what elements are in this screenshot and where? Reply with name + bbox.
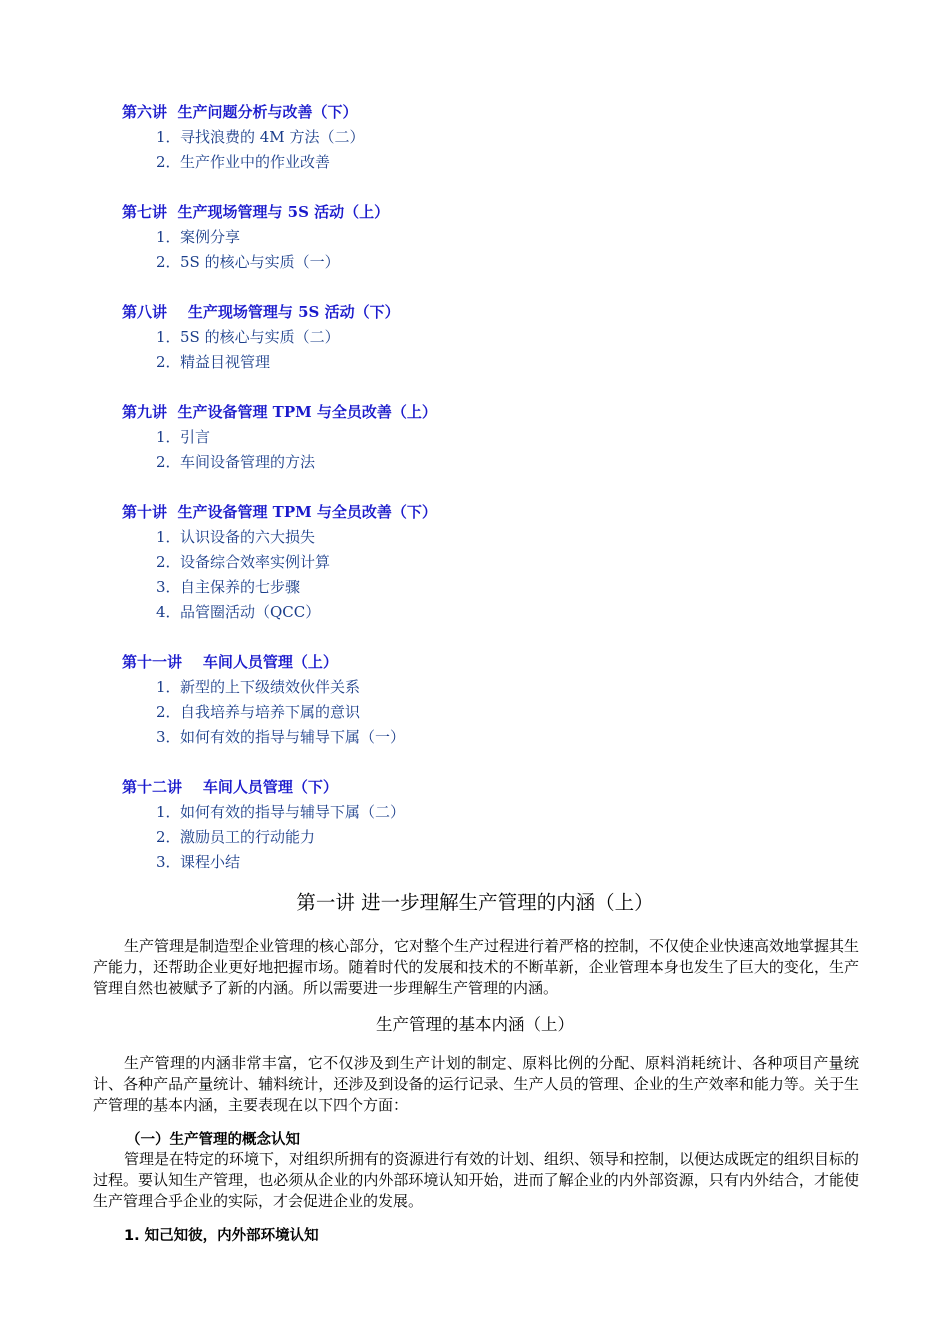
- toc-item: [122, 125, 842, 150]
- toc-item-number: 1．: [156, 128, 181, 146]
- toc-item-text: 如何有效的指导与辅导下属（二）: [180, 803, 406, 821]
- toc-item-number: 2．: [156, 703, 181, 721]
- toc-lecture-title: 第六讲 生产问题分析与改善（下）: [122, 103, 358, 121]
- toc-item-text: 设备综合效率实例计算: [180, 553, 331, 571]
- concept-paragraph: 管理是在特定的环境下，对组织所拥有的资源进行有效的计划、组织、领导和控制，以便达成既定的组织目标的过程。要认知生产管理，也必须从企业的内外部环境认知开始，进而了解企业的内外部资源，只有内外结合，才能使生产管理合乎企业的实际，才会促进企业的发展。: [93, 1150, 860, 1210]
- toc-lecture: [122, 500, 842, 625]
- toc-lecture: [122, 200, 842, 275]
- toc-item-number: 3．: [156, 853, 181, 871]
- toc-item: [122, 850, 842, 875]
- toc-item-number: 2．: [156, 153, 181, 171]
- toc-item-text: 自我培养与培养下属的意识: [180, 703, 361, 721]
- toc-item-text: 激励员工的行动能力: [180, 828, 316, 846]
- toc-item-text: 品管圈活动（QCC）: [180, 603, 321, 621]
- toc-item-text: 寻找浪费的 4M 方法（二）: [180, 128, 365, 146]
- toc-item-number: 1．: [156, 528, 181, 546]
- toc-item: [122, 325, 842, 350]
- toc-lecture-title: 第十一讲 车间人员管理（上）: [122, 653, 338, 671]
- toc-lecture-title: 第八讲 生产现场管理与 5S 活动（下）: [122, 303, 400, 321]
- basic-content-paragraph: 生产管理的内涵非常丰富，它不仅涉及到生产计划的制定、原料比例的分配、原料消耗统计、各种项目产量统计、各种产品产量统计、辅料统计，还涉及到设备的运行记录、生产人员的管理、企业的生产效率和能力等。关于生产管理的基本内涵，主要表现在以下四个方面：: [93, 1054, 859, 1114]
- toc-item-text: 5S 的核心与实质（一）: [180, 253, 340, 271]
- toc-lecture: [122, 400, 842, 475]
- section-heading: （一）生产管理的概念认知: [126, 1132, 300, 1148]
- toc-item-text: 自主保养的七步骤: [180, 578, 301, 596]
- toc-item: [122, 700, 842, 725]
- toc-item: [122, 450, 842, 475]
- toc-item-number: 3．: [156, 578, 181, 596]
- toc-item-number: 2．: [156, 253, 181, 271]
- toc-item: [122, 425, 842, 450]
- toc-item: [122, 675, 842, 700]
- toc-item-number: 1．: [156, 428, 181, 446]
- toc-item-text: 课程小结: [180, 853, 241, 871]
- toc-lecture: [122, 100, 842, 175]
- toc-item-text: 精益目视管理: [180, 353, 271, 371]
- toc-item: [122, 600, 842, 625]
- toc-item: [122, 825, 842, 850]
- toc-item-number: 1．: [156, 228, 181, 246]
- toc-item-number: 1．: [156, 803, 181, 821]
- toc-lecture-title: 第九讲 生产设备管理 TPM 与全员改善（上）: [122, 403, 437, 421]
- toc-item-number: 4．: [156, 603, 181, 621]
- toc-lecture: [122, 775, 842, 875]
- toc-item-text: 案例分享: [180, 228, 241, 246]
- toc-item: [122, 525, 842, 550]
- toc-item-text: 新型的上下级绩效伙伴关系: [180, 678, 361, 696]
- toc-item-number: 2．: [156, 353, 181, 371]
- toc-item-number: 2．: [156, 553, 181, 571]
- toc-lecture: [122, 300, 842, 375]
- toc-item-number: 2．: [156, 828, 181, 846]
- toc-item: [122, 725, 842, 750]
- toc-lecture: [122, 650, 842, 750]
- toc-item: [122, 150, 842, 175]
- toc-item-text: 引言: [180, 428, 211, 446]
- toc-item-number: 1．: [156, 328, 181, 346]
- toc-item-number: 2．: [156, 453, 181, 471]
- toc-item-text: 如何有效的指导与辅导下属（一）: [180, 728, 406, 746]
- toc-item: [122, 225, 842, 250]
- toc-item: [122, 350, 842, 375]
- table-of-contents: [122, 100, 842, 900]
- toc-item-text: 生产作业中的作业改善: [180, 153, 331, 171]
- section-subtitle: 生产管理的基本内涵（上）: [376, 1015, 574, 1034]
- toc-item: [122, 575, 842, 600]
- toc-item-number: 1．: [156, 678, 181, 696]
- toc-item: [122, 250, 842, 275]
- toc-item-number: 3．: [156, 728, 181, 746]
- subsection-heading: 1. 知己知彼，内外部环境认知: [124, 1228, 319, 1244]
- toc-item: [122, 800, 842, 825]
- toc-lecture-title: 第十二讲 车间人员管理（下）: [122, 778, 338, 796]
- lecture-heading: 第一讲 进一步理解生产管理的内涵（上）: [296, 891, 654, 914]
- toc-item: [122, 550, 842, 575]
- toc-item-text: 认识设备的六大损失: [180, 528, 316, 546]
- toc-item-text: 车间设备管理的方法: [180, 453, 316, 471]
- intro-paragraph: 生产管理是制造型企业管理的核心部分，它对整个生产过程进行着严格的控制，不仅使企业快速高效地掌握其生产能力，还帮助企业更好地把握市场。随着时代的发展和技术的不断革新，企业管理本身也发生了巨大的变化，生产管理自然也被赋予了新的内涵。所以需要进一步理解生产管理的内涵。: [93, 937, 860, 997]
- toc-lecture-title: 第七讲 生产现场管理与 5S 活动（上）: [122, 203, 390, 221]
- toc-item-text: 5S 的核心与实质（二）: [180, 328, 340, 346]
- toc-lecture-title: 第十讲 生产设备管理 TPM 与全员改善（下）: [122, 503, 437, 521]
